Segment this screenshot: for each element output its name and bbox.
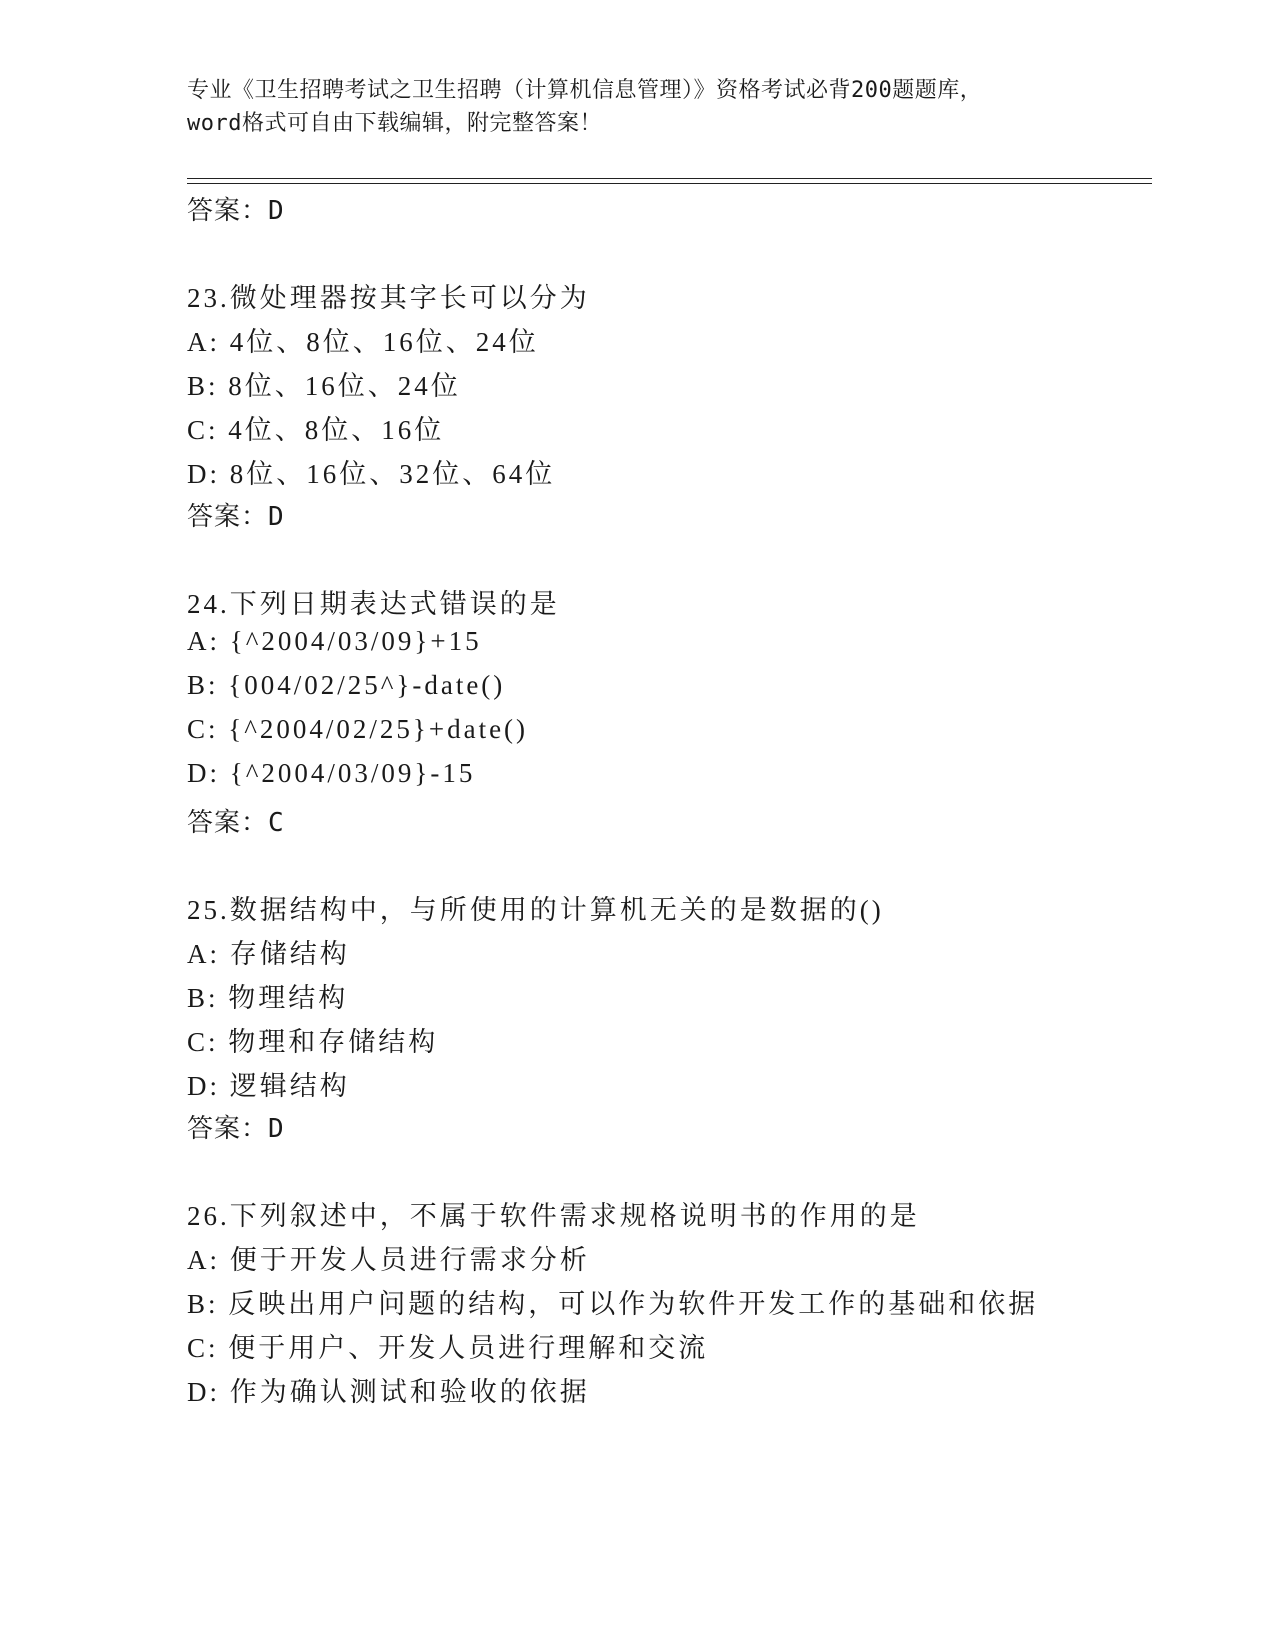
document-header	[187, 74, 1067, 140]
question-23-option-d: D: 8位、16位、32位、64位	[187, 459, 556, 489]
question-26-option-d: D: 作为确认测试和验收的依据	[187, 1377, 590, 1407]
question-24-option-b: B: {004/02/25^}-date()	[187, 670, 506, 700]
question-25-option-b: B: 物理结构	[187, 983, 349, 1013]
question-25-option-a: A: 存储结构	[187, 939, 350, 969]
question-24-option-c: C: {^2004/02/25}+date()	[187, 714, 529, 744]
question-23-answer: 答案：D	[187, 502, 285, 532]
question-26-option-a: A: 便于开发人员进行需求分析	[187, 1245, 590, 1275]
question-23-option-b: B: 8位、16位、24位	[187, 371, 461, 401]
header-line-2: word格式可自由下载编辑，附完整答案！	[187, 111, 602, 136]
question-25-option-c: C: 物理和存储结构	[187, 1027, 439, 1057]
question-23-stem: 23.微处理器按其字长可以分为	[187, 283, 590, 313]
header-divider-top	[187, 178, 1152, 179]
question-25-answer: 答案：D	[187, 1114, 285, 1144]
question-24-option-a: A: {^2004/03/09}+15	[187, 626, 482, 656]
question-25-option-d: D: 逻辑结构	[187, 1071, 350, 1101]
question-25-stem: 25.数据结构中，与所使用的计算机无关的是数据的()	[187, 895, 884, 925]
header-line-1: 专业《卫生招聘考试之卫生招聘（计算机信息管理）》资格考试必背200题题库，	[187, 78, 983, 103]
question-24-option-d: D: {^2004/03/09}-15	[187, 758, 476, 788]
question-26-option-b: B: 反映出用户问题的结构，可以作为软件开发工作的基础和依据	[187, 1289, 1039, 1319]
question-26-option-c: C: 便于用户、开发人员进行理解和交流	[187, 1333, 709, 1363]
header-divider-bottom	[187, 183, 1152, 184]
question-24-answer: 答案：C	[187, 808, 285, 838]
question-23-option-a: A: 4位、8位、16位、24位	[187, 327, 539, 357]
answer-22: 答案：D	[187, 196, 285, 226]
question-26-stem: 26.下列叙述中，不属于软件需求规格说明书的作用的是	[187, 1201, 920, 1231]
question-23-option-c: C: 4位、8位、16位	[187, 415, 445, 445]
question-24-stem: 24.下列日期表达式错误的是	[187, 589, 560, 619]
